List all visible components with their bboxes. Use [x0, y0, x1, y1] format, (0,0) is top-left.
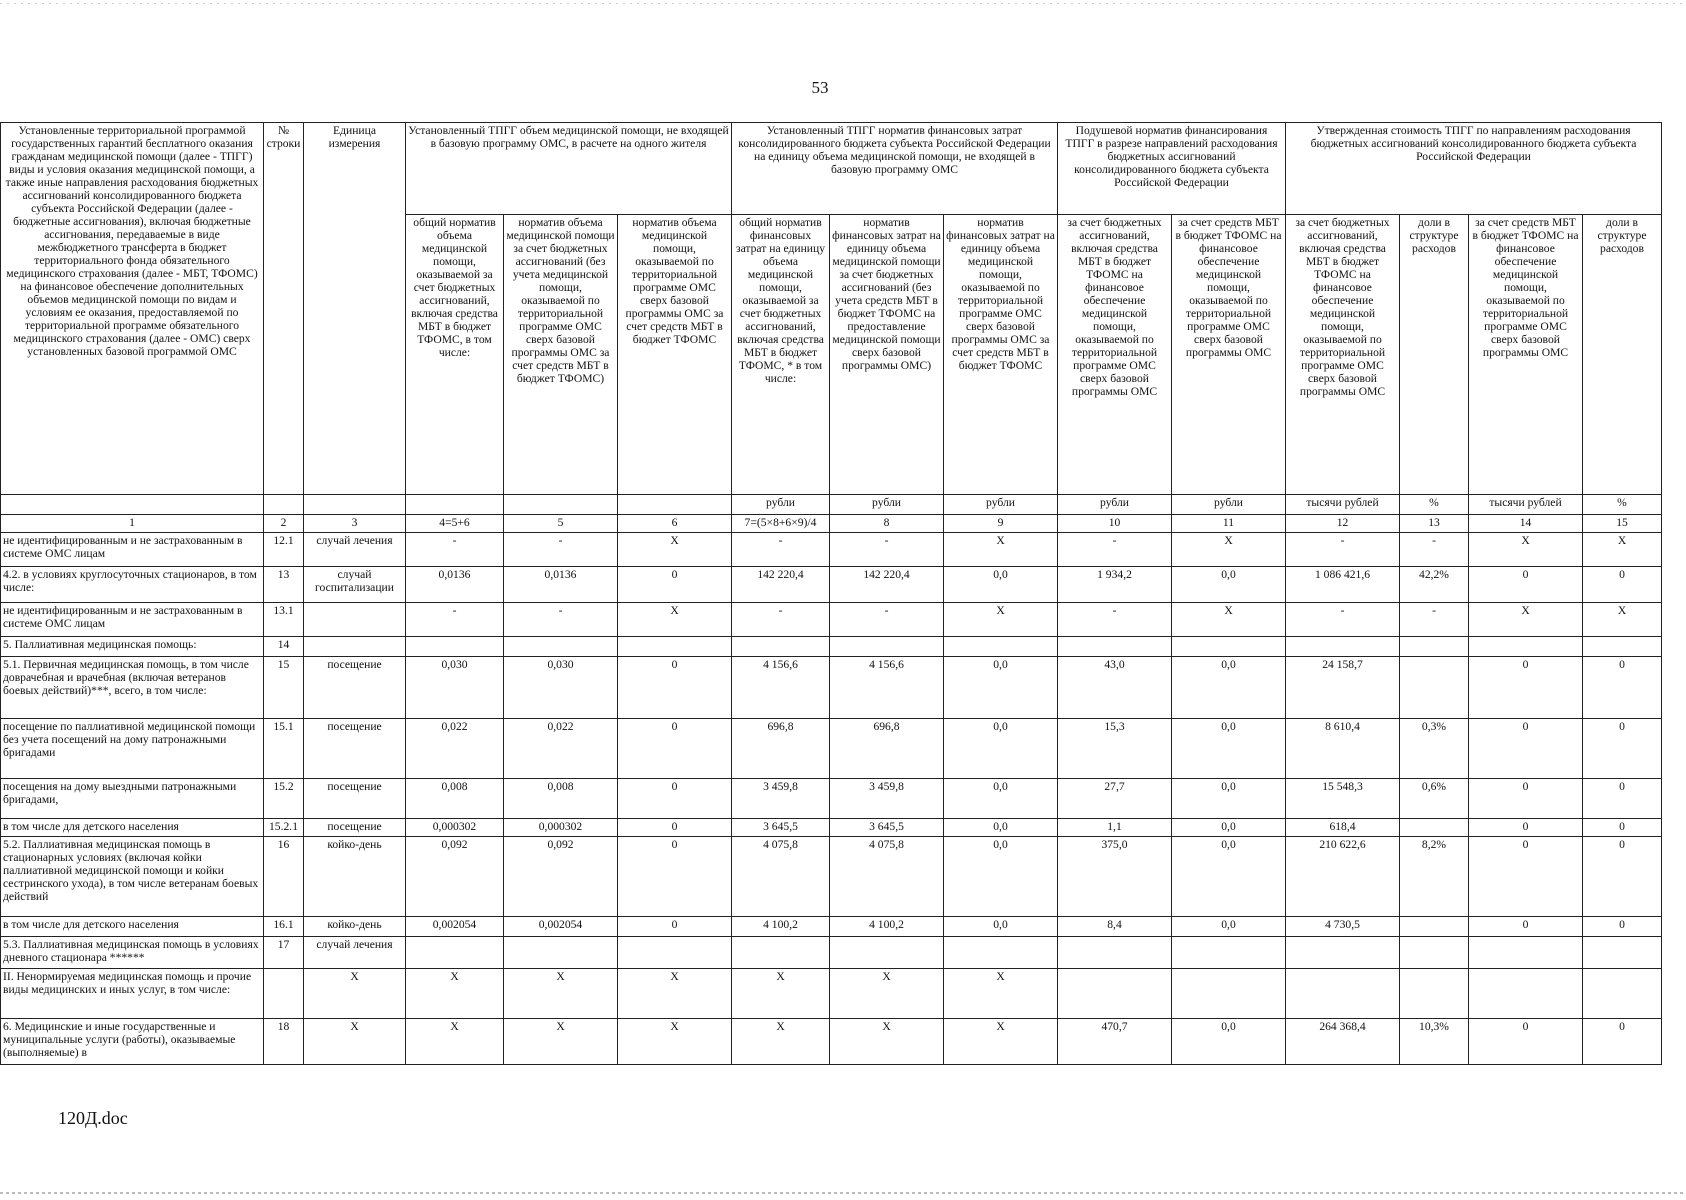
table-cell: 15,3 [1058, 719, 1172, 779]
table-cell: X [618, 603, 732, 637]
table-cell: 696,8 [732, 719, 830, 779]
scan-edge-bottom [0, 1192, 1686, 1194]
table-cell [830, 637, 944, 657]
table-cell: 0 [618, 719, 732, 779]
table-cell: 4 100,2 [830, 917, 944, 937]
table-cell: 0,0 [1172, 1019, 1286, 1065]
table-cell: 0,002054 [504, 917, 618, 937]
table-row [1, 637, 1662, 657]
table-cell: 0,092 [406, 837, 504, 917]
table-row [1, 917, 1662, 937]
table-cell: 0,6% [1400, 779, 1469, 819]
table-cell: X [830, 969, 944, 1019]
table-cell: X [944, 533, 1058, 567]
table-cell [732, 637, 830, 657]
table-row [1, 969, 1662, 1019]
table-cell: случай лечения [304, 937, 406, 969]
table-cell: - [504, 603, 618, 637]
table-cell: X [1583, 603, 1662, 637]
table-cell: 0 [1583, 819, 1662, 837]
row-description: в том числе для детского населения [1, 917, 264, 937]
table-cell: случай лечения [304, 533, 406, 567]
table-cell: X [504, 969, 618, 1019]
table-cell: 0 [1469, 837, 1583, 917]
table-cell: 0 [1469, 719, 1583, 779]
header-cell: 9 [944, 515, 1058, 533]
table-cell: 0 [1583, 837, 1662, 917]
table-cell: 0,0 [1172, 819, 1286, 837]
table-cell [944, 937, 1058, 969]
table-cell: 4 156,6 [830, 657, 944, 719]
table-cell: - [406, 603, 504, 637]
table-cell: 142 220,4 [732, 567, 830, 603]
header-sub-9: норматив финансовых затрат на единицу объема медицинской помощи, оказываемой по территориальной программе ОМС сверх базовой программы ОМС за счет средств МБТ в бюджет ТФОМС [944, 215, 1058, 495]
table-cell [1400, 819, 1469, 837]
scan-edge-top [0, 3, 1686, 4]
header-cell: 12 [1286, 515, 1400, 533]
row-number: 16.1 [264, 917, 304, 937]
header-sub-5: норматив объема медицинской помощи за счет бюджетных ассигнований (без учета медицинской помощи, оказываемой по территориальной программе ОМС сверх базовой программы ОМС за счет средств МБТ в бюджет ТФОМС) [504, 215, 618, 495]
table-cell: 0 [1583, 1019, 1662, 1065]
table-cell: 0 [1469, 779, 1583, 819]
table-cell: 0 [618, 819, 732, 837]
table-cell: X [732, 969, 830, 1019]
header-sub-10: за счет бюджетных ассигнований, включая средства МБТ в бюджет ТФОМС на финансовое обеспечение медицинской помощи, оказываемой по территориальной программе ОМС сверх базовой программы ОМС [1058, 215, 1172, 495]
header-row-units [1, 495, 1662, 515]
table-cell [304, 603, 406, 637]
table-cell [1058, 637, 1172, 657]
header-cell: % [1400, 495, 1469, 515]
table-cell: 0,0136 [504, 567, 618, 603]
table-cell: 142 220,4 [830, 567, 944, 603]
header-cell [504, 495, 618, 515]
table-cell: - [732, 603, 830, 637]
table-cell: X [830, 1019, 944, 1065]
table-cell: 470,7 [1058, 1019, 1172, 1065]
row-number: 14 [264, 637, 304, 657]
header-sub-8: норматив финансовых затрат на единицу объема медицинской помощи за счет бюджетных ассигнований (без учета средств МБТ в бюджет ТФОМС на предоставление медицинской помощи сверх базовой программы ОМС) [830, 215, 944, 495]
table-cell: X [406, 1019, 504, 1065]
header-cell: 3 [304, 515, 406, 533]
table-row [1, 567, 1662, 603]
table-cell: 0,030 [504, 657, 618, 719]
table-cell: - [1400, 603, 1469, 637]
table-cell: 0,0 [944, 657, 1058, 719]
table-cell: 4 156,6 [732, 657, 830, 719]
financing-table [0, 122, 1662, 1065]
row-description: не идентифицированным и не застрахованным в системе ОМС лицам [1, 603, 264, 637]
table-row [1, 837, 1662, 917]
row-description: посещения на дому выездными патронажными бригадами, [1, 779, 264, 819]
table-cell [830, 937, 944, 969]
table-cell: 4 075,8 [830, 837, 944, 917]
table-cell [304, 637, 406, 657]
table-cell: 3 645,5 [732, 819, 830, 837]
table-cell: 0 [618, 917, 732, 937]
table-cell: 0 [1583, 719, 1662, 779]
table-cell: 3 459,8 [732, 779, 830, 819]
table-cell: - [1286, 603, 1400, 637]
table-cell: посещение [304, 657, 406, 719]
table-cell: X [1172, 603, 1286, 637]
table-cell [406, 937, 504, 969]
header-col-description: Установленные территориальной программой государственных гарантий бесплатного оказания гражданам медицинской помощи (далее - ТПГГ) виды и условия оказания медицинской помощи, а также иные направления расходования бюджетных ассигнований консолидированного бюджета субъекта Российской Федерации (далее - бюджетные ассигнования), включая бюджетные ассигнования, передаваемые в виде межбюджетного трансферта в бюджет территориального фонда обязательного медицинского страхования (далее - МБТ, ТФОМС) на финансовое обеспечение дополнительных объемов медицинской помощи по видам и условиям ее оказания, предоставляемой по территориальной программе обязательного медицинского страхования (далее - ОМС) сверх установленных базовой программой ОМС [1, 123, 264, 495]
row-description: в том числе для детского населения [1, 819, 264, 837]
table-cell: 696,8 [830, 719, 944, 779]
header-cell [264, 495, 304, 515]
header-cell: тысячи рублей [1469, 495, 1583, 515]
table-cell: 0,0 [1172, 837, 1286, 917]
table-cell: - [1058, 533, 1172, 567]
table-cell: X [944, 1019, 1058, 1065]
table-cell [1286, 637, 1400, 657]
table-cell: 210 622,6 [1286, 837, 1400, 917]
table-cell: 10,3% [1400, 1019, 1469, 1065]
table-cell [1172, 637, 1286, 657]
table-cell: X [504, 1019, 618, 1065]
table-cell: X [618, 1019, 732, 1065]
document-filename: 120Д.doc [58, 1108, 128, 1128]
table-cell: 0,0 [1172, 567, 1286, 603]
header-sub-11: за счет средств МБТ в бюджет ТФОМС на финансовое обеспечение медицинской помощи, оказываемой по территориальной программе ОМС сверх базовой программы ОМС [1172, 215, 1286, 495]
table-cell [1583, 969, 1662, 1019]
header-cell: 2 [264, 515, 304, 533]
table-cell: 8 610,4 [1286, 719, 1400, 779]
table-cell: X [732, 1019, 830, 1065]
table-cell: 0,030 [406, 657, 504, 719]
table-cell: посещение [304, 719, 406, 779]
table-cell: X [944, 969, 1058, 1019]
row-number: 12.1 [264, 533, 304, 567]
table-cell: 1 934,2 [1058, 567, 1172, 603]
table-cell: 0,0 [944, 779, 1058, 819]
row-number: 15.2.1 [264, 819, 304, 837]
table-cell: 8,2% [1400, 837, 1469, 917]
header-row-numbers [1, 515, 1662, 533]
header-cell: % [1583, 495, 1662, 515]
table-cell: посещение [304, 779, 406, 819]
table-cell [1286, 969, 1400, 1019]
row-number: 13 [264, 567, 304, 603]
table-cell: 0,002054 [406, 917, 504, 937]
table-cell [1469, 937, 1583, 969]
header-cell [1, 495, 264, 515]
table-cell: X [944, 603, 1058, 637]
header-sub-15: доли в структуре расходов [1583, 215, 1662, 495]
row-number: 15 [264, 657, 304, 719]
table-cell: 1 086 421,6 [1286, 567, 1400, 603]
header-cell: 1 [1, 515, 264, 533]
table-cell: 0,0 [944, 917, 1058, 937]
header-cell: 10 [1058, 515, 1172, 533]
row-description: посещение по паллиативной медицинской помощи без учета посещений на дому патронажными бригадами [1, 719, 264, 779]
header-cell: рубли [732, 495, 830, 515]
row-description: 5.2. Паллиативная медицинская помощь в стационарных условиях (включая койки паллиативной медицинской помощи и койки сестринского ухода), в том числе ветеранам боевых действий [1, 837, 264, 917]
header-cell: рубли [1172, 495, 1286, 515]
table-cell: X [1583, 533, 1662, 567]
table-row [1, 533, 1662, 567]
table-row [1, 937, 1662, 969]
table-cell [1058, 937, 1172, 969]
table-cell: 3 459,8 [830, 779, 944, 819]
table-cell: - [732, 533, 830, 567]
header-col-unit: Единица измерения [304, 123, 406, 495]
table-cell: X [1469, 533, 1583, 567]
row-number: 18 [264, 1019, 304, 1065]
table-cell: 4 730,5 [1286, 917, 1400, 937]
header-sub-6: норматив объема медицинской помощи, оказываемой по территориальной программе ОМС сверх базовой программы ОМС за счет средств МБТ в бюджет ТФОМС [618, 215, 732, 495]
table-cell: 0,022 [406, 719, 504, 779]
header-cell: 7=(5×8+6×9)/4 [732, 515, 830, 533]
header-cell: 5 [504, 515, 618, 533]
table-cell: X [618, 533, 732, 567]
row-number: 17 [264, 937, 304, 969]
table-cell: - [504, 533, 618, 567]
table-row [1, 779, 1662, 819]
header-cell: 4=5+6 [406, 515, 504, 533]
table-cell [618, 637, 732, 657]
table-cell: 43,0 [1058, 657, 1172, 719]
table-cell: 0,0 [1172, 779, 1286, 819]
table-cell [1286, 937, 1400, 969]
table-cell: X [406, 969, 504, 1019]
table-cell [1400, 917, 1469, 937]
table-cell: 0,3% [1400, 719, 1469, 779]
table-cell: 0 [1583, 567, 1662, 603]
table-cell: койко-день [304, 917, 406, 937]
table-row [1, 1019, 1662, 1065]
header-sub-7: общий норматив финансовых затрат на единицу объема медицинской помощи, оказываемой за счет бюджетных ассигнований, включая средства МБТ в бюджет ТФОМС, * в том числе: [732, 215, 830, 495]
header-cell [304, 495, 406, 515]
row-description: 5.1. Первичная медицинская помощь, в том числе доврачебная и врачебная (включая ветеранов боевых действий)***, всего, в том числе: [1, 657, 264, 719]
table-cell: 0 [618, 567, 732, 603]
header-cell: 13 [1400, 515, 1469, 533]
table-cell [618, 937, 732, 969]
header-cell: тысячи рублей [1286, 495, 1400, 515]
table-cell [1469, 969, 1583, 1019]
header-cell: 11 [1172, 515, 1286, 533]
table-cell: 0 [1583, 657, 1662, 719]
row-number: 15.2 [264, 779, 304, 819]
table-cell: 0 [1583, 779, 1662, 819]
table-cell: 0 [1469, 567, 1583, 603]
table-cell: 0,0 [944, 819, 1058, 837]
table-cell: 0,0136 [406, 567, 504, 603]
table-cell: 0,0 [1172, 719, 1286, 779]
row-description: 5. Паллиативная медицинская помощь: [1, 637, 264, 657]
table-cell: 27,7 [1058, 779, 1172, 819]
header-cell: 6 [618, 515, 732, 533]
table-cell: 24 158,7 [1286, 657, 1400, 719]
table-cell: X [304, 969, 406, 1019]
table-cell: 375,0 [1058, 837, 1172, 917]
table-cell: 0 [1469, 819, 1583, 837]
table-cell: 0,000302 [504, 819, 618, 837]
row-number: 15.1 [264, 719, 304, 779]
table-cell: посещение [304, 819, 406, 837]
header-cell: рубли [944, 495, 1058, 515]
table-cell: случай госпитализации [304, 567, 406, 603]
table-row [1, 719, 1662, 779]
table-cell: 0,0 [944, 567, 1058, 603]
table-cell: - [830, 533, 944, 567]
table-row [1, 819, 1662, 837]
row-number: 13.1 [264, 603, 304, 637]
header-cell: 14 [1469, 515, 1583, 533]
table-cell: 42,2% [1400, 567, 1469, 603]
table-cell [1400, 937, 1469, 969]
table-cell: - [1058, 603, 1172, 637]
table-row [1, 657, 1662, 719]
table-cell: 0,000302 [406, 819, 504, 837]
table-cell [1469, 637, 1583, 657]
table-cell: 0,0 [1172, 657, 1286, 719]
table-cell: - [830, 603, 944, 637]
table-cell: - [1286, 533, 1400, 567]
table-cell: койко-день [304, 837, 406, 917]
table-cell: X [618, 969, 732, 1019]
table-cell [406, 637, 504, 657]
header-col-row-number: № строки [264, 123, 304, 495]
header-cell: рубли [830, 495, 944, 515]
table-cell [504, 937, 618, 969]
header-cell: рубли [1058, 495, 1172, 515]
header-row-groups [1, 123, 1662, 215]
table-cell: 3 645,5 [830, 819, 944, 837]
table-cell: 0,008 [406, 779, 504, 819]
table-cell [944, 637, 1058, 657]
table-cell [504, 637, 618, 657]
table-cell: - [1400, 533, 1469, 567]
table-cell: X [304, 1019, 406, 1065]
table-cell: 0,0 [944, 719, 1058, 779]
header-cell: 8 [830, 515, 944, 533]
table-cell: 0 [1469, 657, 1583, 719]
header-sub-13: доли в структуре расходов [1400, 215, 1469, 495]
table-cell: 618,4 [1286, 819, 1400, 837]
table-cell: 0 [618, 837, 732, 917]
table-cell: 0,0 [1172, 917, 1286, 937]
table-cell: 4 075,8 [732, 837, 830, 917]
table-cell [1400, 637, 1469, 657]
table-cell: 0 [618, 657, 732, 719]
table-cell: 0,092 [504, 837, 618, 917]
table-cell: 4 100,2 [732, 917, 830, 937]
table-cell: 0,0 [944, 837, 1058, 917]
table-cell: - [406, 533, 504, 567]
header-cell [406, 495, 504, 515]
table-cell: 8,4 [1058, 917, 1172, 937]
table-cell [1400, 969, 1469, 1019]
table-cell [1583, 937, 1662, 969]
table-cell: X [1469, 603, 1583, 637]
table-cell [1172, 937, 1286, 969]
page-number: 53 [811, 78, 829, 97]
table-cell [1058, 969, 1172, 1019]
header-group-cost-norm: Установленный ТПГГ норматив финансовых затрат консолидированного бюджета субъекта Российской Федерации на единицу объема медицинской помощи, не входящей в базовую программу ОМС [732, 123, 1058, 215]
header-cell [618, 495, 732, 515]
table-cell: 0 [1469, 1019, 1583, 1065]
table-cell: 0 [618, 779, 732, 819]
header-sub-4: общий норматив объема медицинской помощи, оказываемой за счет бюджетных ассигнований, включая средства МБТ в бюджет ТФОМС, в том числе: [406, 215, 504, 495]
header-sub-12: за счет бюджетных ассигнований, включая средства МБТ в бюджет ТФОМС на финансовое обеспечение медицинской помощи, оказываемой по территориальной программе ОМС сверх базовой программы ОМС [1286, 215, 1400, 495]
header-cell: 15 [1583, 515, 1662, 533]
table-cell: 15 548,3 [1286, 779, 1400, 819]
table-cell: 264 368,4 [1286, 1019, 1400, 1065]
header-group-approved-cost: Утвержденная стоимость ТПГГ по направлениям расходования бюджетных ассигнований консолидированного бюджета субъекта Российской Федерации [1286, 123, 1662, 215]
header-group-per-capita: Подушевой норматив финансирования ТПГГ в разрезе направлений расходования бюджетных ассигнований консолидированного бюджета субъекта Российской Федерации [1058, 123, 1286, 215]
table-cell: 0 [1583, 917, 1662, 937]
table-cell: X [1172, 533, 1286, 567]
row-number: 16 [264, 837, 304, 917]
row-description: 4.2. в условиях круглосуточных стационаров, в том числе: [1, 567, 264, 603]
table-cell [1583, 637, 1662, 657]
table-cell [1172, 969, 1286, 1019]
row-description: II. Ненормируемая медицинская помощь и прочие виды медицинских и иных услуг, в том числе: [1, 969, 264, 1019]
table-cell: 1,1 [1058, 819, 1172, 837]
row-description: 6. Медицинские и иные государственные и муниципальные услуги (работы), оказываемые (выполняемые) в [1, 1019, 264, 1065]
table-row [1, 603, 1662, 637]
table-cell: 0,008 [504, 779, 618, 819]
row-description: 5.3. Паллиативная медицинская помощь в условиях дневного стационара ****** [1, 937, 264, 969]
table-cell [732, 937, 830, 969]
row-number [264, 969, 304, 1019]
table-cell [1400, 657, 1469, 719]
table-cell: 0 [1469, 917, 1583, 937]
header-sub-14: за счет средств МБТ в бюджет ТФОМС на финансовое обеспечение медицинской помощи, оказываемой по территориальной программе ОМС сверх базовой программы ОМС [1469, 215, 1583, 495]
row-description: не идентифицированным и не застрахованным в системе ОМС лицам [1, 533, 264, 567]
header-group-volume: Установленный ТПГГ объем медицинской помощи, не входящей в базовую программу ОМС, в расчете на одного жителя [406, 123, 732, 215]
table-cell: 0,022 [504, 719, 618, 779]
